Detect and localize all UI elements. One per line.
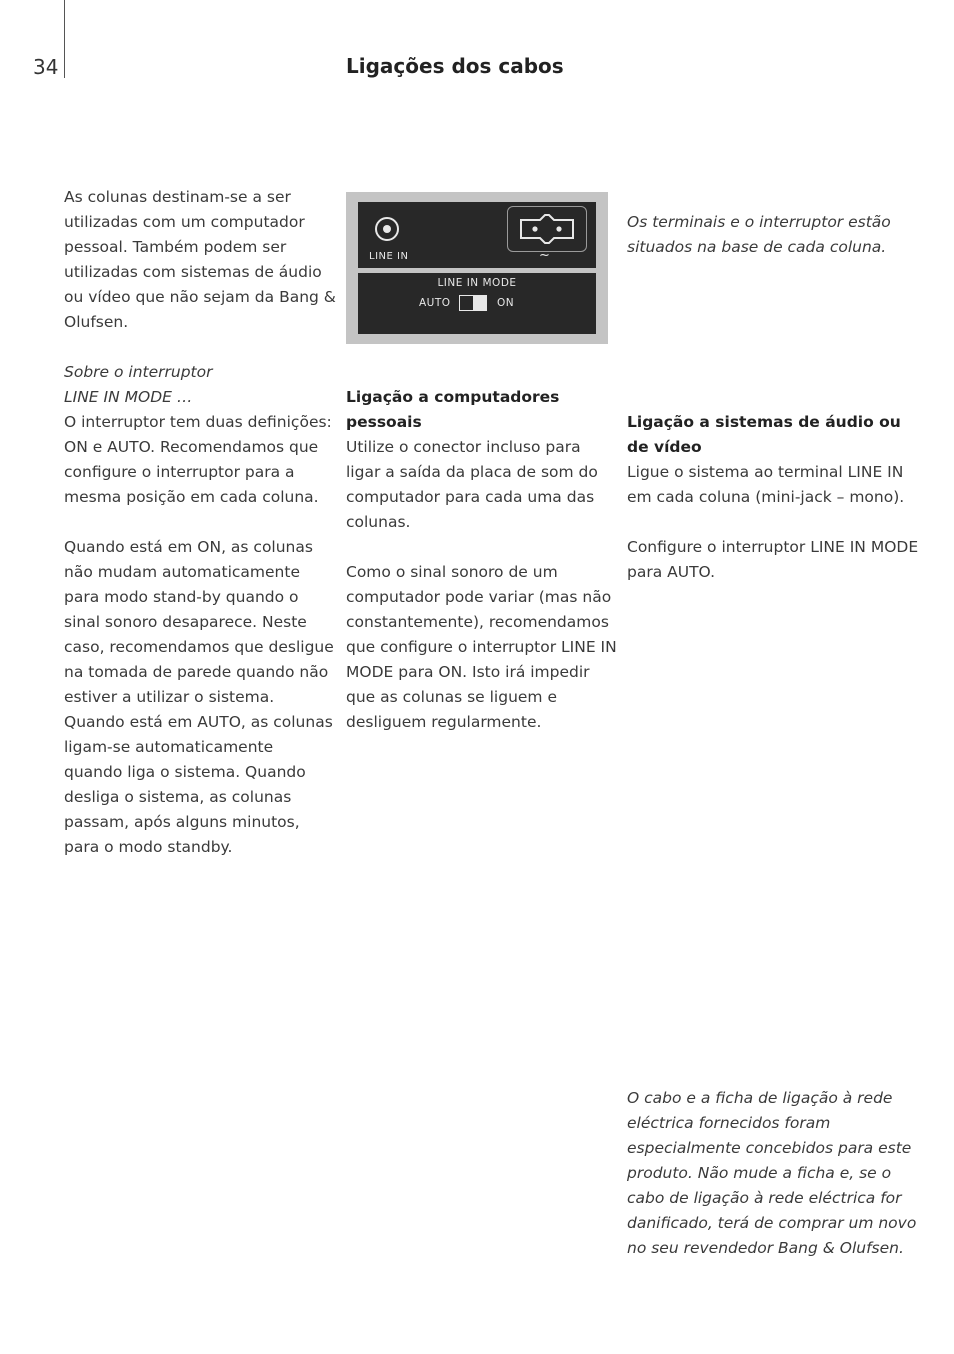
column-right (627, 410, 927, 585)
intro-paragraph: As colunas destinam-se a ser utilizadas com um computador pessoal. Também podem ser utilizadas com sistemas de áudio ou vídeo que não sejam da Bang & Olufsen. (64, 188, 336, 331)
line-in-mode-switch (459, 295, 487, 311)
line-in-label: LINE IN (369, 251, 409, 262)
pc-paragraph: Utilize o conector incluso para ligar a saída da placa de som do computador para cada uma das colunas. (346, 438, 598, 531)
av-heading: Ligação a sistemas de áudio ou de vídeo (627, 413, 901, 456)
switch-heading-line1: Sobre o interruptor (64, 363, 213, 381)
column-middle (346, 385, 618, 735)
av-config-paragraph: Configure o interruptor LINE IN MODE para AUTO. (627, 538, 919, 581)
on-auto-paragraph: Quando está em ON, as colunas não mudam automaticamente para modo stand-by quando o sinal sonoro desaparece. Neste caso, recomendamos que desligue na tomada de parede quando não estiver a utilizar o sistema. Quando está em AUTO, as colunas ligam-se automaticamente quando liga o sistema. Quando desliga o sistema, as colunas passam, após alguns minutos, para o modo standby. (64, 538, 334, 856)
line-in-jack-icon (375, 217, 399, 241)
page-number: 34 (33, 55, 59, 79)
mode-switch-box (358, 273, 596, 334)
switch-paragraph: O interruptor tem duas definições: ON e AUTO. Recomendamos que configure o interruptor para a mesma posição em cada coluna. (64, 413, 332, 506)
mains-socket-icon (507, 206, 587, 252)
av-paragraph: Ligue o sistema ao terminal LINE IN em cada coluna (mini-jack – mono). (627, 463, 905, 506)
switch-heading-line2: LINE IN MODE … (64, 388, 193, 406)
line-in-mode-label: LINE IN MODE (437, 277, 517, 289)
mains-cable-note: O cabo e a ficha de ligação à rede eléctrica fornecidos foram especialmente concebidos para este produto. Não mude a ficha e, se o cabo de ligação à rede eléctrica for danificado, terá de comprar um novo no seu revendedor Bang & Olufsen. (627, 1089, 917, 1257)
column-left (64, 185, 336, 860)
signal-paragraph: Como o sinal sonoro de um computador pode variar (mas não constantemente), recomendamos que configure o interruptor LINE IN MODE para ON. Isto irá impedir que as colunas se liguem e desliguem regularmente. (346, 563, 617, 731)
terminals-caption: Os terminais e o interruptor estão situados na base de cada coluna. (627, 213, 891, 256)
connector-panel-illustration (346, 192, 608, 344)
pc-heading: Ligação a computadores pessoais (346, 388, 560, 431)
page-title: Ligações dos cabos (346, 54, 564, 78)
mains-symbol: ~ (539, 248, 550, 263)
header-rule (64, 0, 65, 78)
terminal-box (358, 202, 596, 268)
on-label: ON (497, 297, 515, 309)
auto-label: AUTO (419, 297, 451, 309)
